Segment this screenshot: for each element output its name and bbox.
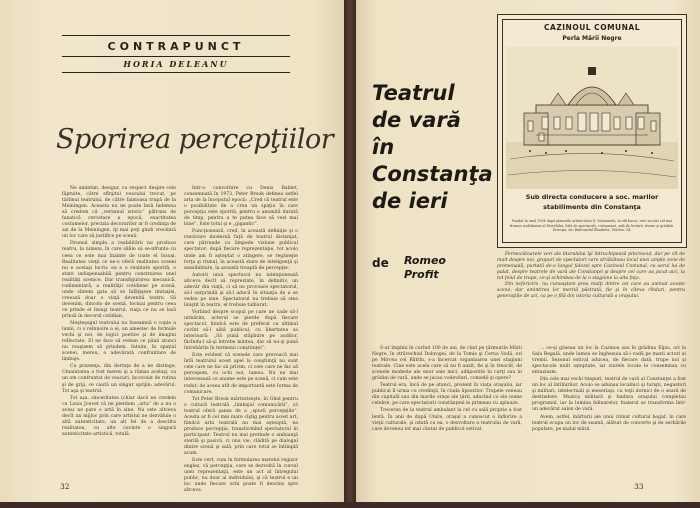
- paragraph: Ne amintim, desigur, cu respect despre cele făptuite, către sfîrşitul veacului trecut, pe tărîmul teatrului, de către faimoasa trupă de la Meiningen. Aceasta nu ne poate însă îndemna să credem că „verismul istoric” pătruns de fanatică cercetare a epocii, exactitatea costumelor, precizia decorurilor ar fi credinţa de azi de la Meiningen, iţi mai poţi gindi vreodată un loc care să justifice pe scenă.: [62, 186, 176, 240]
- article-title-left: Sporirea percepţiilor: [56, 124, 334, 155]
- rubric-rule: [62, 56, 290, 57]
- book-spine: [344, 0, 356, 508]
- byline-prefix: de: [372, 256, 389, 270]
- rubric-header: [62, 35, 290, 73]
- page-number-right: 33: [634, 482, 644, 491]
- paragraph: Trecerea de la teatrul ambulant la cel cu sală proprie a fost lentă. În anii de după Unire, oraşul a cunoscut o înflorire a vieţii culturale, şi odată cu ea, o dezvoltare a teatrului de vară, care devenea tot mai căutat de publicul estival.: [372, 408, 522, 432]
- paragraph: Este cert, cum în formularea marelui regizor englez, că percepţia, care se dezvoltă în cursul unei reprezentaţii, este un act al întregului public, nu doar al individului, şi că teatrul e un loc unde fiecare ochi poate fi deschis spre altceva.: [184, 458, 298, 494]
- illustration-caption: Fondat în anul 1904 după planurile arhitectului D. Maimarolu, în stil baroc, este socotit cel mai frumos stabiliment al litoralului. Sală de spectacole, restaurant, sală de lectură, terase şi grădină. Direcţia: str. Bulevardul Elisabeta. Telefon: 54.: [509, 219, 675, 232]
- title-line: Teatrul: [372, 81, 455, 105]
- title-line: de vară: [372, 108, 461, 132]
- article-title-right: [372, 80, 493, 215]
- article-intro: [497, 252, 685, 300]
- paragraph: Meşteşugul teatrului nu înseamnă o copie a lumii, ci o reînnoire a ei, un amestec de formule vechi şi noi, de logici poetice şi de imagini reflectate. El ne face să vedem ce până atunci nu reuşisem să prindem. Intuim, în spaţiul scenei, mereu, o adevărată confruntare de limbaje.: [62, 321, 176, 363]
- paragraph: Vorbind despre scopul pe care ne cade să-l urmărim, actorul se pierde după fiecare spectacol, fiindcă este de preferat ca ultimul cuvînt să-l aibă publicul, cu libertatea sa interioară: „Să pună stăpînire pe auditor, făcîndu-l să-şi întrebe mintea, dar să nu-şi pună întrebările în termenii conştiinţei”.: [184, 309, 298, 352]
- page-number-left: 32: [60, 482, 70, 491]
- paragraph: Funcţionează, cred, în această definiţie şi o rezolvare modernă faţă de teatrul distanţat, care pătrunde cu limpede viziune publicul spectator; după fiecare reprezentaţie, tot acolo unde am fi aşteptat o atingere, se regăseşte forţa şi ritmul, în această stare de inteligenţă şi sensibilitate, la această treaptă de percepţie.: [184, 229, 298, 271]
- title-line: în: [372, 135, 395, 159]
- paragraph: Teatrul era, încă de pe atunci, prezent în viaţa oraşului, iar publicul îl urma cu credinţă, în ciuda lipsurilor. Trupele veneau din capitală sau din marile oraşe ale ţării, aducînd cu ele nume celebre, pe care spectatorii constănţeni le primeau cu aplauze.: [372, 383, 522, 407]
- title-line: de ieri: [372, 189, 448, 213]
- paragraph: ... ce-şi găseau un loc la Cazinou sau în grădina Elpis, ori la Sala Regală, unde lumea se înghesuia să-i vadă pe marii actori ai vremii. Sezonul estival aducea, de fiecare dată, trupe noi şi spectacole mult aşteptate, iar ziarele locale le consemnau cu entuziasm.: [532, 346, 686, 376]
- illustration-footer-line-1: Sub directa conducere a soc. marilor: [525, 193, 659, 201]
- byline-line: Romeo: [404, 254, 446, 267]
- paragraph: Drumul simplu a reabilitării nu produce teatru, la nimeni, în care sălile să se-nfrunte cu ceea ce este mai înainte de toate el însuşi. Realitatea vieţii ce ne-o oferă realitatea scenei nu e acelaşi lucru: ea e o realitate sporită, o stare indispensabilă pentru construirea unei realităţi scenice. Dar transfigurarea mecanică, rudimentară, a realităţii cotidiene pe scenă, unde sîntem gata să se înfăţişeze imitaţiei, creează doar o viaţă devenită teatru. Să devenim, dincolo de scenă, tocmai pentru ceea ce prinde el însuşi teatrul, viaţa ce nu se lasă prinsă în decorul cotidian.: [62, 241, 176, 319]
- casino-building-drawing: [506, 47, 678, 189]
- paragraph: Din cele mai vechi timpuri, teatrul de vară al Constanţei a fost un loc al întîlnirilor. Acolo se adunau localnici şi turişti, negustori şi militari, intelectuali şi meseriaşi, cu toţii dornici de o seară de destindere. Muzica militară şi fanfara oraşului completau programul, iar la lumina felinarelor, foaierul se transforma într-un adevărat salon de vară.: [532, 377, 686, 413]
- illustration-header: CAZINOUL COMUNAL: [544, 23, 640, 32]
- casino-illustration: [497, 14, 687, 248]
- paragraph: Tot Peter Brook mărturiseşte, în Ghid pentru o cultură teatrală „limbajul comunicării”, că teatrul oferă şansa de a „sporii percepţiile”. Acesta ar fi cel mai mare cîştig pentru acest art, fiindcă arta teatrală nu mai aşteaptă, ea produce percepţia, transformînd spectatorul în participant. Teatrul nu mai pretinde o ambianţă sterilă şi pasivă, ci una vie, clădită pe dialogul dintre scenă şi sală, prin care totul se întîmplă acum.: [184, 396, 298, 457]
- paragraph: Intr-o convorbire cu Denis Bablet, consemnată în 1973, Peter Brook definea astfel arta de la începutul epocii: „Cred că teatrul este o posibilitate de a crea un spaţiu în care percepţia este sporită, pentru o anumită durată de timp, pentru a te putea face să vezi mai bine”. Este totul şi e „gigantic”.: [184, 186, 298, 228]
- paragraph: Tot aşa, sinceritatea (chiar dacă ne credem cu Louis Jouvet că ne pierdem „arta” de a nu o avea) ne pare o artă în sine. Nu este altceva decît un mijloc prin care artistul ne dezvăluie o altă autenticitate, un alt fel de a descifra realitatea, cu alte cuvinte o singură autenticitate artistică, totală.: [62, 395, 176, 437]
- intro-paragraph: Din nefericire, nu cunoaştem prea mulţi dintre cei care au animat aceste scene, dar amintirea lor merită păstrată, fie şi în cîteva rînduri, pentru generaţiile de azi, ca pe o filă din istoria culturală a oraşului.: [497, 282, 685, 300]
- left-column-2: [184, 186, 298, 494]
- paragraph: Autorii unui spectacol nu intenţionează altceva decît să reprezinte, în definitiv, un adevăr din viaţă, ci să ne provoace spectatorul, să-l surprindă şi să-l aducă în situaţia de a se vedea pe sine. Spectatorul nu trebuie să stea liniştit în teatru, el trebuie tulburat.: [184, 272, 298, 308]
- right-column-1: [372, 346, 522, 486]
- title-line: Constanţa: [372, 162, 493, 186]
- intro-paragraph: Fermecătoarele veri ale litoralului îşi întruchipează pitorescul, dar pe cît de mult despre noi, grupuri de spectatori care străbăteau locul unei ample zone de promenadă, purtată de-a lungul falezei spre Cazinoul Comunal, cu aerul lui de palat, despre teatrele de vară ale Constanţei şi despre cei care au jucat aici, la tot felul de trupe, ce-şi schimbau de la o stagiune la alta faţa.: [497, 252, 685, 282]
- book-bottom-edge: [0, 502, 700, 508]
- left-column-1: [62, 186, 176, 476]
- paragraph: S-ar împlini în curînd 100 de ani, de cînd pe ţărmurile Mării Negre, în străvechiul Dobrogei, de la Tomis şi Cerna Vodă, ori pe Mircea cel Bătrîn, s-a încercat organizarea unei stagiuni teatrale. Cine este acela care să nu fi auzit, fie şi în treacăt, de scenele modeste ale unor sale mici, adăpostite în curţi sau în grădini de vară, unde se jucau vodeviluri, comedii şi opere?: [372, 346, 522, 382]
- byline-line: Profit: [404, 268, 439, 281]
- paragraph: Avem, astfel, mărturii ale unui climat cultural bogat, în care teatrul ocupa un loc de seamă, alături de concerte şi de serbările populare, pe malul mării.: [532, 414, 686, 432]
- paragraph: Cu prezenţa, din dorinţa de a ne distinge, Umanitatea a fost mereu şi a rămas acelaşi, ca un om confruntat de veacuri, încovoiat de rutina şi de griji, ce caută un singur sprijin: adevărul. Tot aşa şi teatrul.: [62, 364, 176, 394]
- rubric-author: HORIA DELEANU: [123, 59, 229, 69]
- rubric-title: CONTRAPUNCT: [107, 40, 245, 53]
- illustration-subheader: Perla Mării Negre: [562, 35, 622, 42]
- illustration-footer-line-2: stabilimente din Constanţa: [543, 203, 641, 211]
- right-column-2: [532, 346, 686, 486]
- paragraph: Este evident că scenele care provoacă mai întîi teatrului acest apel la conştiinţă nu sunt cele care ne fac să privim, ci cele care ne fac să percepem, cu ochi noi, lumea. Nu ne mai interesează ce anume este pe scenă, ci cum este redat; de aceea atît de importantă este forma de comunicare.: [184, 353, 298, 395]
- byline-author: [404, 254, 446, 282]
